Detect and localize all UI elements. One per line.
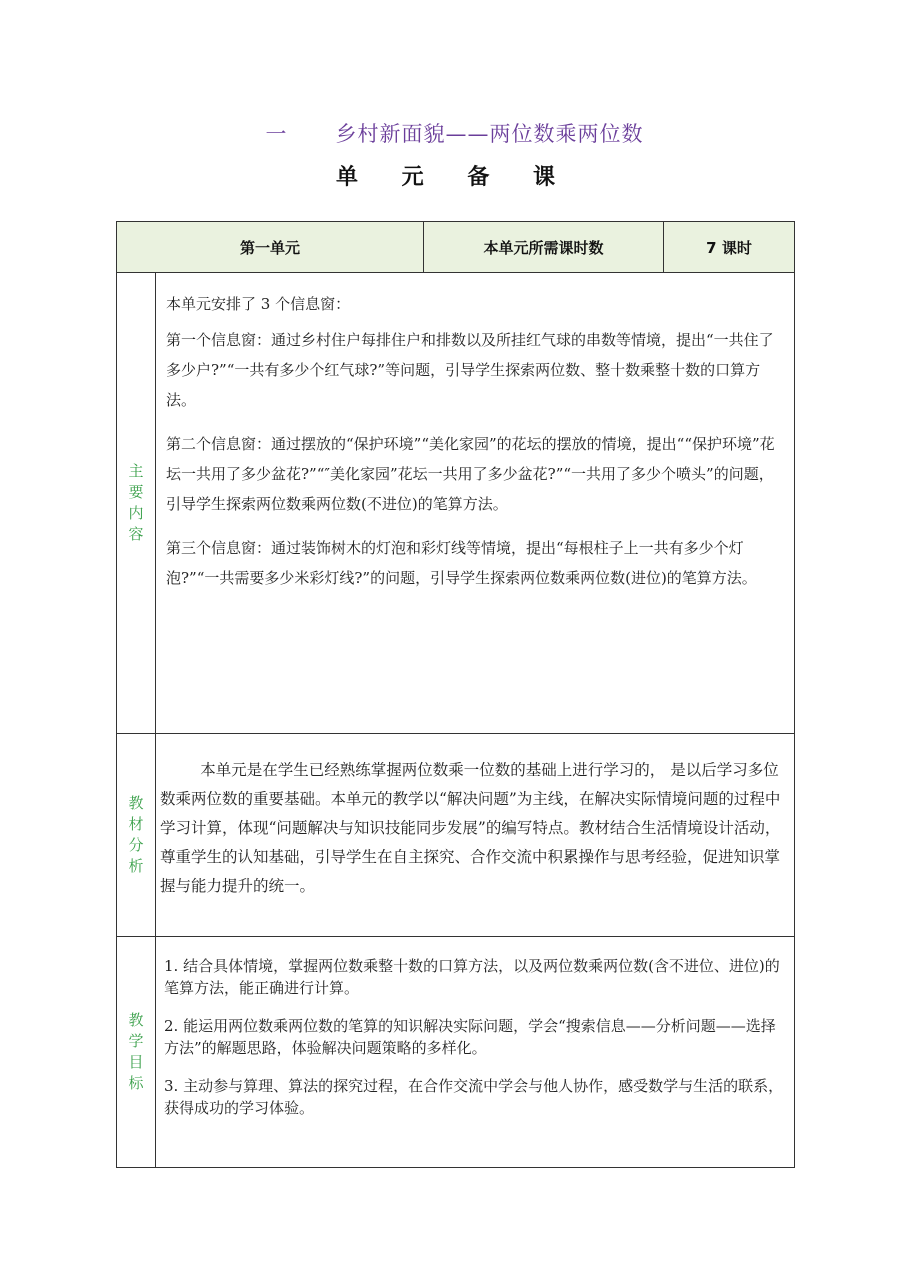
table-header-row — [117, 222, 795, 273]
unit-plan-table — [116, 221, 795, 1168]
content-paragraph: 第三个信息窗：通过装饰树木的灯泡和彩灯线等情境，提出“每根柱子上一共有多少个灯泡?”“一共需要多少米彩灯线?”的问题，引导学生探索两位数乘两位数(进位)的笔算方法。 — [166, 539, 757, 587]
table-row — [117, 937, 795, 1168]
unit-cell: 第一单元 — [117, 222, 424, 273]
row-label-teaching-goals: 教 学 目 标 — [117, 937, 156, 1168]
unit-title: 乡村新面貌——两位数乘两位数 — [335, 122, 644, 146]
content-paragraph: 本单元是在学生已经熟练掌握两位数乘一位数的基础上进行学习的， 是以后学习多位数乘两位数的重要基础。本单元的教学以“解决问题”为主线，在解决实际情境问题的过程中学习计算，体现“问题解决与知识技能同步发展”的编写特点。教材结合生活情境设计活动，尊重学生的认知基础，引导学生在自主探究、合作交流中积累操作与思考经验，促进知识掌握与能力提升的统一。 — [160, 761, 781, 895]
content-paragraph: 第一个信息窗：通过乡村住户每排住户和排数以及所挂红气球的串数等情境，提出“一共住了多少户?”“一共有多少个红气球?”等问题，引导学生探索两位数、整十数乘整十数的口算方法。 — [166, 331, 774, 409]
main-content-cell — [156, 273, 795, 734]
table-row — [117, 734, 795, 937]
hours-value-cell: 7 课时 — [664, 222, 795, 273]
content-paragraph: 第二个信息窗：通过摆放的“保护环境”“美化家园”的花坛的摆放的情境，提出““保护环境”花坛一共用了多少盆花?”“″美化家园”花坛一共用了多少盆花?”“一共用了多少个喷头”的问题，引导学生探索两位数乘两位数(不进位)的笔算方法。 — [166, 435, 775, 513]
unit-number: 一 — [265, 122, 288, 146]
material-analysis-cell — [156, 734, 795, 937]
hours-label-cell: 本单元所需课时数 — [424, 222, 664, 273]
goal-item: 3. 主动参与算理、算法的探究过程，在合作交流中学会与他人协作，感受数学与生活的联系，获得成功的学习体验。 — [164, 1077, 784, 1117]
goal-item: 1. 结合具体情境，掌握两位数乘整十数的口算方法，以及两位数乘两位数(含不进位、进位)的笔算方法，能正确进行计算。 — [164, 957, 780, 997]
page-subtitle: 单 元 备 课 — [336, 165, 573, 190]
goal-item: 2. 能运用两位数乘两位数的笔算的知识解决实际问题，学会“搜索信息——分析问题——选择方法”的解题思路，体验解决问题策略的多样化。 — [164, 1017, 776, 1057]
row-label-main-content: 主 要 内 容 — [117, 273, 156, 734]
teaching-goals-cell — [156, 937, 795, 1168]
table-row — [117, 273, 795, 734]
content-paragraph: 本单元安排了 3 个信息窗： — [166, 295, 351, 313]
row-label-material-analysis: 教 材 分 析 — [117, 734, 156, 937]
page-title — [0, 118, 909, 148]
